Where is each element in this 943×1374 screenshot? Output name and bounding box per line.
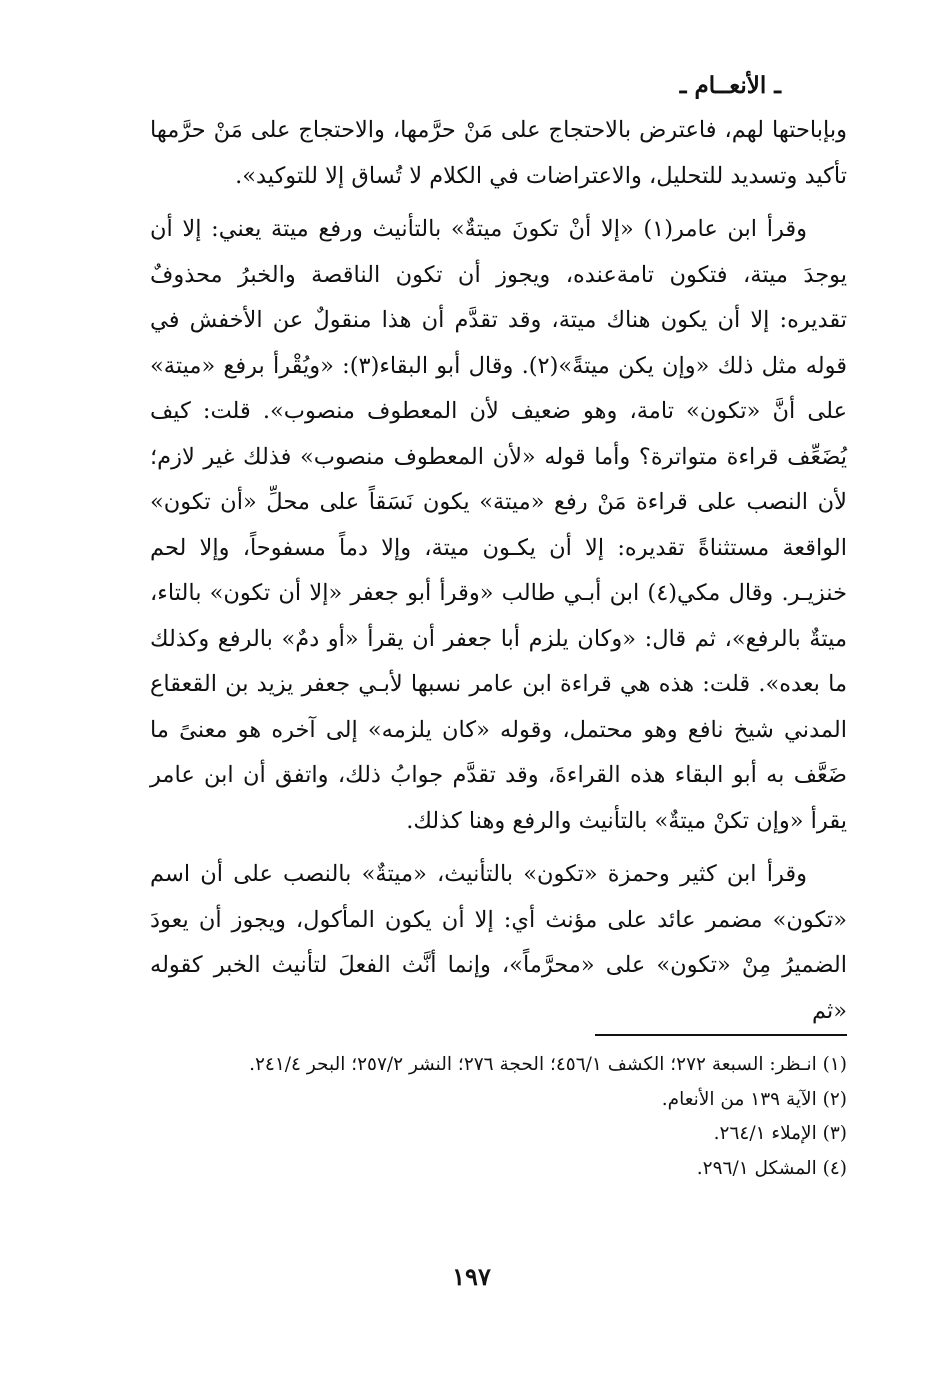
page-number: ١٩٧ [452,1262,491,1291]
footnote-1: (١) انـظر: السبعة ٢٧٢؛ الكشف ٤٥٦/١؛ الحجة ٢٧٦؛ النشر ٢٥٧/٢؛ البحر ٢٤١/٤. [249,1054,847,1075]
paragraph-ibn-kathir-reading: وقرأ ابن كثير وحمزة «تكون» بالتأنيث، «ميتةٌ» بالنصب على أن اسم «تكون» مضمر عائد على مؤنث أي: إلا أن يكون المأكول، ويجوز أن يعودَ الضميرُ مِنْ «تكون» على «محرَّماً»، وإنما أنَّث الفعلَ لتأنيث الخبر كقوله «ثم [150,861,847,1024]
footnote-3: (٣) الإملاء ٢٦٤/١. [713,1123,847,1144]
paragraph-continuation: وبإباحتها لهم، فاعترض بالاحتجاج على مَنْ حرَّمها، والاحتجاج على مَنْ حرَّمها تأكيد وتسديد للتحليل، والاعتراضات في الكلام لا تُساق إلا للتوكيد». [150,117,847,189]
main-text [150,108,847,1034]
paragraph-ibn-amir-reading: وقرأ ابن عامر(١) «إلا أنْ تكونَ ميتةٌ» بالتأنيث ورفع ميتة يعني: إلا أن يوجدَ ميتة، فتكون تامةعنده، ويجوز أن تكون الناقصة والخبرُ محذوفٌ تقديره: إلا أن يكون هناك ميتة، وقد تقدَّم أن هذا منقولٌ عن الأخفش في قوله مثل ذلك «وإن يكن ميتةً»(٢). وقال أبو البقاء(٣): «ويُقْرأ برفع «ميتة» على أنَّ «تكون» تامة، وهو ضعيف لأن المعطوف منصوب». قلت: كيف يُضَعِّف قراءة متواترة؟ وأما قوله «لأن المعطوف منصوب» فذلك غير لازم؛ لأن النصب على قراءة مَنْ رفع «ميتة» يكون نَسَقاً على محلِّ «أن تكون» الواقعة مستثناةً تقديره: إلا أن يكـون ميتة، وإلا دماً مسفوحاً، وإلا لحم خنزيـر. وقال مكي(٤) ابن أبـي طالب «وقرأ أبو جعفر «إلا أن تكون» بالتاء، ميتةٌ بالرفع»، ثم قال: «وكان يلزم أبا جعفر أن يقرأ «أو دمٌ» بالرفع وكذلك ما بعده». قلت: هذه هي قراءة ابن عامر نسبها لأبـي جعفر يزيد بن القعقاع المدني شيخ نافع وهو محتمل، وقوله «كان يلزمه» إلى آخره هو معنىً ما ضَعَّف به أبو البقاء هذه القراءةَ، وقد تقدَّم جوابُ ذلك، واتفق أن ابن عامر يقرأ «وإن تكنْ ميتةٌ» بالتأنيث والرفع وهنا كذلك. [150,216,847,834]
running-header: ـ الأنعــام ـ [679,72,781,99]
footnote-separator [595,1034,847,1036]
footnotes-list [150,1048,847,1186]
footnote-2: (٢) الآية ١٣٩ من الأنعام. [661,1088,847,1110]
footnote-4: (٤) المشكل ٢٩٦/١. [696,1157,847,1179]
